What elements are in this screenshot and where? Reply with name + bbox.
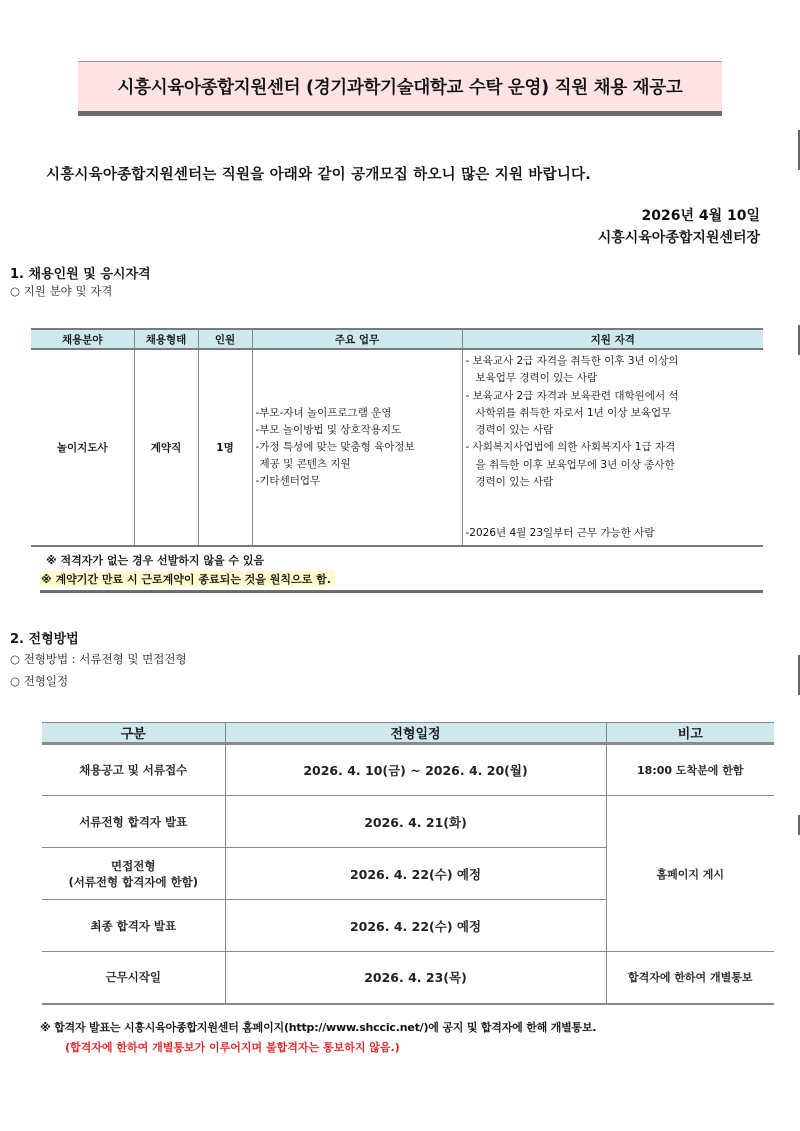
cell-label: 최종 합격자 발표: [42, 900, 225, 952]
header-qualifications: 지원 자격: [462, 329, 763, 349]
duty-item: -부모-자녀 놀이프로그램 운영: [255, 407, 392, 419]
section-1-heading: 1. 채용인원 및 응시자격: [10, 267, 151, 282]
header-count: 인원: [198, 329, 252, 349]
table-row: [42, 744, 774, 796]
qualification-item: - 보육교사 2급 자격을 취득한 이후 3년 이상의 보육업무 경력이 있는 사람: [465, 355, 679, 385]
announcement-date: 2026년 4월 10일: [641, 208, 760, 224]
header-remarks: 비고: [606, 723, 774, 744]
footnote-announcement: ※ 합격자 발표는 시흥시육아종합지원센터 홈페이지(http://www.shccic.net/)에 공지 및 합격자에 한해 개별통보.: [40, 1021, 597, 1034]
header-schedule: 전형일정: [225, 723, 606, 744]
cell-dates: 2026. 4. 21(화): [225, 796, 606, 848]
document-title: [78, 61, 722, 111]
cell-dates: 2026. 4. 23(목): [225, 952, 606, 1004]
availability-requirement: -2026년 4월 23일부터 근무 가능한 사람: [465, 526, 655, 539]
cell-remark: 합격자에 한하여 개별통보: [606, 952, 774, 1004]
cell-dates: 2026. 4. 10(금) ~ 2026. 4. 20(월): [225, 744, 606, 796]
cell-label: 면접전형 (서류전형 합격자에 한함): [42, 848, 225, 900]
note-contract-end: ※ 계약기간 만료 시 근로계약이 종료되는 것을 원칙으로 함.: [40, 571, 335, 587]
section-2-bullet-method: ○ 전형방법 : 서류전형 및 면접전형: [10, 652, 187, 666]
qualification-table-header: [31, 329, 763, 349]
cell-remark: 홈페이지 게시: [606, 796, 774, 952]
section-1-bullet: ○ 지원 분야 및 자격: [10, 284, 113, 298]
cell-duties: [252, 349, 462, 546]
duty-item: -부모 놀이방법 및 상호작용지도: [255, 424, 402, 436]
section-2-bullet-schedule: ○ 전형일정: [10, 674, 69, 688]
cell-label: 채용공고 및 서류접수: [42, 744, 225, 796]
cell-remark: 18:00 도착분에 한함: [606, 744, 774, 796]
schedule-table: [42, 722, 774, 1005]
title-text: 시흥시육아종합지원센터 (경기과학기술대학교 수탁 운영) 직원 채용 재공고: [117, 78, 683, 98]
header-duties: 주요 업무: [252, 329, 462, 349]
qualification-table: [31, 328, 763, 547]
cell-type: 계약직: [134, 349, 198, 546]
cell-dates: 2026. 4. 22(수) 예정: [225, 900, 606, 952]
header-category: 구분: [42, 723, 225, 744]
header-type: 채용형태: [134, 329, 198, 349]
duty-item: 제공 및 콘텐츠 지원: [259, 458, 351, 470]
intro-text: 시흥시육아종합지원센터는 직원을 아래와 같이 공개모집 하오니 많은 지원 바랍니다.: [46, 167, 591, 183]
cell-qualifications: [462, 349, 763, 546]
cell-field: 놀이지도사: [31, 349, 134, 546]
cell-label: 서류전형 합격자 발표: [42, 796, 225, 848]
duty-item: -가정 특성에 맞는 맞춤형 육아정보: [255, 441, 415, 453]
title-underline: [78, 111, 722, 116]
cell-dates: 2026. 4. 22(수) 예정: [225, 848, 606, 900]
duty-item: -기타센터업무: [255, 475, 321, 487]
table-row: [31, 349, 763, 546]
cell-label: 근무시작일: [42, 952, 225, 1004]
signer: 시흥시육아종합지원센터장: [597, 230, 760, 246]
footnote-notification: (합격자에 한하여 개별통보가 이루어지며 불합격자는 통보하지 않음.): [65, 1041, 400, 1054]
note-no-qualified: ※ 적격자가 없는 경우 선발하지 않을 수 있음: [46, 554, 265, 567]
qualification-item: - 보육교사 2급 자격과 보육관련 대학원에서 석 사학위를 취득한 자로서 1년 이상 보육업무 경력이 있는 사람: [465, 389, 679, 437]
schedule-table-header: [42, 723, 774, 744]
cell-count: 1명: [198, 349, 252, 546]
table-row: [42, 952, 774, 1004]
header-field: 채용분야: [31, 329, 134, 349]
section-2-heading: 2. 전형방법: [10, 632, 79, 647]
qualification-item: - 사회복지사업법에 의한 사회복지사 1급 자격 을 취득한 이후 보육업무에 3년 이상 종사한 경력이 있는 사람: [465, 441, 676, 489]
table-row: [42, 796, 774, 848]
section-divider: [40, 590, 763, 593]
